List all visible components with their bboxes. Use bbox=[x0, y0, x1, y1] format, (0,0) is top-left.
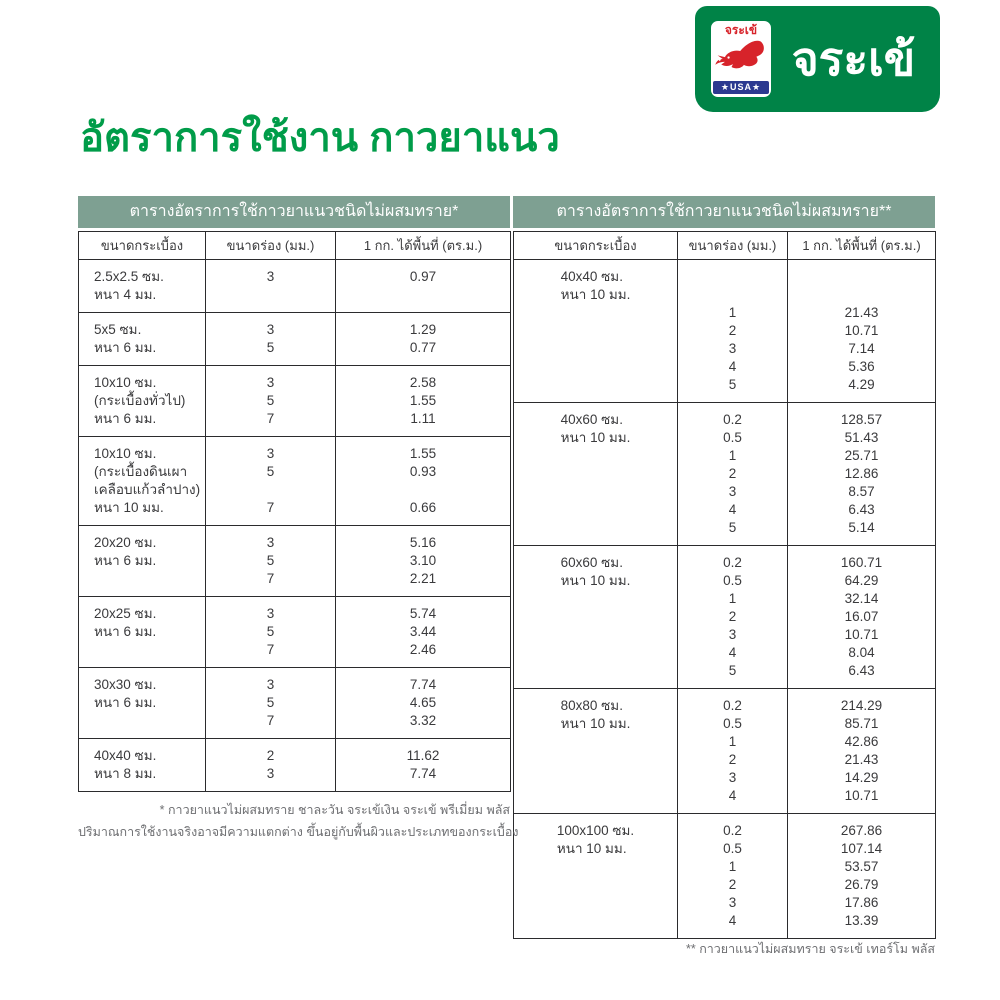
tile-cell bbox=[514, 403, 678, 546]
footnote-left bbox=[78, 799, 519, 843]
cell-line: 1.29 bbox=[409, 322, 437, 337]
cell-line: 214.29 bbox=[840, 698, 883, 713]
cell-line: 7 bbox=[266, 571, 275, 586]
cell-line: 5x5 ซม. bbox=[94, 322, 142, 337]
cell-line: 7 bbox=[266, 500, 275, 515]
cell-line: 6.43 bbox=[848, 502, 875, 517]
tile-cell bbox=[79, 366, 206, 437]
cell-line: 1 bbox=[728, 591, 737, 606]
cell-line bbox=[206, 481, 335, 499]
cell-line: หนา 8 มม. bbox=[94, 766, 157, 781]
crocodile-icon bbox=[713, 40, 769, 78]
cell-line: 5.16 bbox=[409, 535, 437, 550]
cell-line bbox=[336, 481, 510, 499]
table-row bbox=[514, 546, 936, 689]
cell-line: เคลือบแก้วลำปาง) bbox=[94, 482, 201, 497]
cell-line: 0.5 bbox=[723, 841, 742, 856]
col-header-coverage: 1 กก. ได้พื้นที่ (ตร.ม.) bbox=[788, 232, 936, 260]
col-header-joint-width: ขนาดร่อง (มม.) bbox=[206, 232, 336, 260]
cell-line: หนา 6 มม. bbox=[94, 411, 157, 426]
cell-line: 10.71 bbox=[844, 788, 879, 803]
table-row bbox=[79, 260, 511, 313]
table-title-right: ตารางอัตราการใช้กาวยาแนวชนิดไม่ผสมทราย** bbox=[513, 196, 935, 228]
gap-cell bbox=[678, 260, 788, 403]
cell-line: 3 bbox=[266, 535, 275, 550]
cell-line: 4 bbox=[728, 645, 737, 660]
table-row bbox=[514, 689, 936, 814]
cell-line: 267.86 bbox=[840, 823, 883, 838]
cell-line bbox=[788, 286, 935, 304]
cell-line: 1.55 bbox=[409, 446, 437, 461]
tile-cell bbox=[514, 814, 678, 939]
cell-line: 3 bbox=[266, 375, 275, 390]
cell-line: 51.43 bbox=[844, 430, 879, 445]
cell-line: หนา 4 มม. bbox=[94, 287, 157, 302]
table-row bbox=[79, 437, 511, 526]
crocodile-badge bbox=[709, 19, 773, 99]
gap-cell bbox=[206, 668, 336, 739]
cell-line: 160.71 bbox=[840, 555, 883, 570]
brand-logo-panel bbox=[695, 6, 940, 112]
tile-cell bbox=[79, 260, 206, 313]
cell-line: 8.57 bbox=[848, 484, 875, 499]
table-row bbox=[79, 597, 511, 668]
cell-line: 0.2 bbox=[723, 555, 742, 570]
cell-line: 1.55 bbox=[409, 393, 437, 408]
cell-line: 5 bbox=[728, 520, 737, 535]
footnote-line: * กาวยาแนวไม่ผสมทราย ชาละวัน จระเข้เงิน จระเข้ พรีเมี่ยม พลัส bbox=[159, 803, 510, 817]
col-header-coverage: 1 กก. ได้พื้นที่ (ตร.ม.) bbox=[336, 232, 511, 260]
cell-line: 3 bbox=[728, 770, 737, 785]
table-row bbox=[514, 260, 936, 403]
col-header-joint-width: ขนาดร่อง (มม.) bbox=[678, 232, 788, 260]
cell-line: 7 bbox=[266, 713, 275, 728]
cell-line: 5 bbox=[266, 695, 275, 710]
cell-line: 53.57 bbox=[844, 859, 879, 874]
cell-line: 0.2 bbox=[723, 698, 742, 713]
area-cell bbox=[336, 260, 511, 313]
cell-line: 3 bbox=[266, 766, 275, 781]
cell-line: 1 bbox=[728, 305, 737, 320]
tile-cell bbox=[514, 689, 678, 814]
cell-line: หนา 10 มม. bbox=[560, 287, 631, 302]
cell-line: 0.77 bbox=[409, 340, 437, 355]
cell-line: 4 bbox=[728, 502, 737, 517]
cell-line: 30x30 ซม. bbox=[94, 677, 157, 692]
area-cell bbox=[336, 526, 511, 597]
cell-line: 7 bbox=[266, 411, 275, 426]
col-header-tile-size: ขนาดกระเบื้อง bbox=[79, 232, 206, 260]
tile-cell bbox=[514, 546, 678, 689]
cell-line: 6.43 bbox=[848, 663, 875, 678]
cell-line: 25.71 bbox=[844, 448, 879, 463]
area-cell bbox=[336, 668, 511, 739]
area-cell bbox=[788, 546, 936, 689]
cell-line: 0.97 bbox=[409, 269, 437, 284]
cell-line: 40x40 ซม. bbox=[560, 269, 623, 284]
tile-cell bbox=[514, 260, 678, 403]
table-row bbox=[514, 814, 936, 939]
area-cell bbox=[336, 739, 511, 792]
cell-line: หนา 6 มม. bbox=[94, 624, 157, 639]
cell-line: 5 bbox=[266, 624, 275, 639]
cell-line: 16.07 bbox=[844, 609, 879, 624]
cell-line: 7.14 bbox=[848, 341, 875, 356]
cell-line: 4 bbox=[728, 913, 737, 928]
cell-line: 40x40 ซม. bbox=[94, 748, 157, 763]
cell-line: หนา 6 มม. bbox=[94, 340, 157, 355]
area-cell bbox=[336, 597, 511, 668]
gap-cell bbox=[206, 313, 336, 366]
cell-line: หนา 10 มม. bbox=[94, 500, 164, 515]
tile-cell bbox=[79, 668, 206, 739]
page-title: อัตราการใช้งาน กาวยาแนว bbox=[80, 116, 560, 160]
gap-cell bbox=[206, 260, 336, 313]
cell-line: 3 bbox=[266, 446, 275, 461]
cell-line: หนา 10 มม. bbox=[560, 716, 631, 731]
table-row bbox=[79, 668, 511, 739]
col-header-tile-size: ขนาดกระเบื้อง bbox=[514, 232, 678, 260]
tile-cell bbox=[79, 597, 206, 668]
cell-line: 1 bbox=[728, 859, 737, 874]
cell-line: 107.14 bbox=[840, 841, 883, 856]
grout-table-left bbox=[78, 196, 510, 792]
cell-line: 20x25 ซม. bbox=[94, 606, 157, 621]
column-header-row bbox=[514, 232, 936, 260]
cell-line: 60x60 ซม. bbox=[560, 555, 623, 570]
cell-line: 5 bbox=[728, 663, 737, 678]
cell-line: 5.74 bbox=[409, 606, 437, 621]
cell-line: 85.71 bbox=[844, 716, 879, 731]
cell-line: 1.11 bbox=[410, 411, 436, 426]
cell-line: 80x80 ซม. bbox=[560, 698, 623, 713]
gap-cell bbox=[206, 597, 336, 668]
cell-line: 1 bbox=[728, 734, 737, 749]
cell-line: หนา 10 มม. bbox=[560, 430, 631, 445]
cell-line: 0.2 bbox=[723, 412, 742, 427]
usa-band: ★USA★ bbox=[713, 81, 769, 94]
tile-cell bbox=[79, 437, 206, 526]
cell-line: 2.46 bbox=[409, 642, 437, 657]
gap-cell bbox=[678, 689, 788, 814]
cell-line: 2.21 bbox=[409, 571, 437, 586]
cell-line: 5 bbox=[266, 340, 275, 355]
cell-line: 0.5 bbox=[723, 430, 742, 445]
cell-line: 3.44 bbox=[409, 624, 437, 639]
cell-line: 42.86 bbox=[844, 734, 879, 749]
cell-line: 7.74 bbox=[409, 766, 437, 781]
cell-line: หนา 6 มม. bbox=[94, 553, 157, 568]
area-cell bbox=[788, 403, 936, 546]
cell-line: 0.93 bbox=[409, 464, 437, 479]
gap-cell bbox=[206, 526, 336, 597]
cell-line: 5 bbox=[266, 393, 275, 408]
cell-line: หนา 10 มม. bbox=[560, 573, 631, 588]
cell-line: 40x60 ซม. bbox=[560, 412, 623, 427]
cell-line: 10.71 bbox=[844, 323, 879, 338]
area-cell bbox=[788, 260, 936, 403]
cell-line: (กระเบื้องดินเผา bbox=[94, 464, 188, 479]
area-cell bbox=[788, 814, 936, 939]
cell-line: 5.36 bbox=[848, 359, 875, 374]
cell-line: 3.10 bbox=[409, 553, 437, 568]
grout-table-right bbox=[513, 196, 935, 939]
cell-line: 0.2 bbox=[723, 823, 742, 838]
cell-line: 11.62 bbox=[406, 748, 440, 763]
footnote-line: ปริมาณการใช้งานจริงอาจมีความแตกต่าง ขึ้นอยู่กับพื้นผิวและประเภทของกระเบื้อง bbox=[78, 825, 519, 839]
cell-line bbox=[788, 268, 935, 286]
table-row bbox=[79, 366, 511, 437]
cell-line bbox=[678, 286, 787, 304]
cell-line: 2 bbox=[728, 609, 737, 624]
cell-line: 3 bbox=[266, 677, 275, 692]
table-left bbox=[78, 231, 511, 792]
cell-line: 128.57 bbox=[840, 412, 883, 427]
brand-name-text: จระเข้ bbox=[791, 33, 916, 85]
gap-cell bbox=[206, 437, 336, 526]
cell-line: 4 bbox=[728, 788, 737, 803]
cell-line: 7.74 bbox=[409, 677, 437, 692]
tile-cell bbox=[79, 739, 206, 792]
cell-line: 21.43 bbox=[844, 305, 879, 320]
cell-line bbox=[678, 268, 787, 286]
gap-cell bbox=[678, 403, 788, 546]
cell-line: 2 bbox=[728, 752, 737, 767]
cell-line: 2 bbox=[728, 877, 737, 892]
cell-line: 10x10 ซม. bbox=[94, 375, 157, 390]
column-header-row bbox=[79, 232, 511, 260]
cell-line: 64.29 bbox=[844, 573, 879, 588]
cell-line: 3 bbox=[728, 484, 737, 499]
footnote-line: ** กาวยาแนวไม่ผสมทราย จระเข้ เทอร์โม พลัส bbox=[686, 942, 935, 956]
cell-line: (กระเบื้องทั่วไป) bbox=[94, 393, 186, 408]
cell-line: 5 bbox=[266, 464, 275, 479]
cell-line: 2 bbox=[266, 748, 275, 763]
cell-line: 13.39 bbox=[844, 913, 879, 928]
gap-cell bbox=[678, 546, 788, 689]
area-cell bbox=[336, 437, 511, 526]
table-row bbox=[79, 739, 511, 792]
cell-line: 0.5 bbox=[723, 573, 742, 588]
cell-line: 100x100 ซม. bbox=[556, 823, 635, 838]
cell-line: 3.32 bbox=[409, 713, 437, 728]
cell-line: 2 bbox=[728, 466, 737, 481]
cell-line: 12.86 bbox=[844, 466, 879, 481]
table-title-left: ตารางอัตราการใช้กาวยาแนวชนิดไม่ผสมทราย* bbox=[78, 196, 510, 228]
tile-cell bbox=[79, 313, 206, 366]
cell-line: 1 bbox=[728, 448, 737, 463]
table-row bbox=[79, 313, 511, 366]
cell-line: 21.43 bbox=[844, 752, 879, 767]
cell-line: 4 bbox=[728, 359, 737, 374]
cell-line: 3 bbox=[728, 341, 737, 356]
cell-line: 17.86 bbox=[844, 895, 879, 910]
cell-line: 32.14 bbox=[844, 591, 879, 606]
cell-line: 2.58 bbox=[409, 375, 437, 390]
footnote-right bbox=[513, 938, 935, 960]
cell-line: 10.71 bbox=[844, 627, 879, 642]
cell-line: 3 bbox=[728, 627, 737, 642]
cell-line: 0.5 bbox=[723, 716, 742, 731]
cell-line: 4.29 bbox=[848, 377, 875, 392]
cell-line: 8.04 bbox=[848, 645, 875, 660]
badge-brand-text: จระเข้ bbox=[724, 23, 758, 37]
cell-line: 5 bbox=[266, 553, 275, 568]
cell-line: 3 bbox=[266, 606, 275, 621]
cell-line: 20x20 ซม. bbox=[94, 535, 157, 550]
table-right bbox=[513, 231, 936, 939]
cell-line: 10x10 ซม. bbox=[94, 446, 157, 461]
cell-line: 3 bbox=[728, 895, 737, 910]
cell-line: 7 bbox=[266, 642, 275, 657]
table-row bbox=[514, 403, 936, 546]
area-cell bbox=[336, 366, 511, 437]
gap-cell bbox=[678, 814, 788, 939]
cell-line: 5.14 bbox=[848, 520, 875, 535]
gap-cell bbox=[206, 739, 336, 792]
cell-line: 5 bbox=[728, 377, 737, 392]
cell-line: 4.65 bbox=[409, 695, 437, 710]
area-cell bbox=[788, 689, 936, 814]
table-row bbox=[79, 526, 511, 597]
tile-cell bbox=[79, 526, 206, 597]
cell-line: 0.66 bbox=[409, 500, 437, 515]
cell-line: 2.5x2.5 ซม. bbox=[94, 269, 164, 284]
area-cell bbox=[336, 313, 511, 366]
cell-line: 26.79 bbox=[844, 877, 879, 892]
cell-line: 3 bbox=[266, 269, 275, 284]
cell-line: หนา 10 มม. bbox=[556, 841, 627, 856]
gap-cell bbox=[206, 366, 336, 437]
cell-line: 2 bbox=[728, 323, 737, 338]
cell-line: หนา 6 มม. bbox=[94, 695, 157, 710]
cell-line: 14.29 bbox=[844, 770, 879, 785]
cell-line: 3 bbox=[266, 322, 275, 337]
